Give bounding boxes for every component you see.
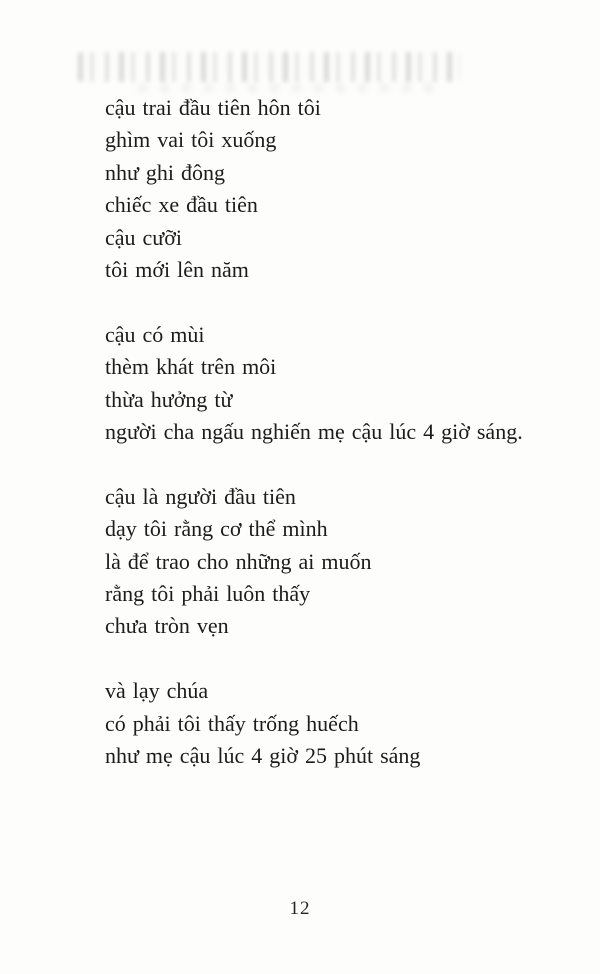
poem-line: là để trao cho những ai muốn bbox=[105, 548, 372, 574]
poem-line: chiếc xe đầu tiên bbox=[105, 192, 258, 218]
poem-line: người cha ngấu nghiến mẹ cậu lúc 4 giờ sáng. bbox=[105, 419, 523, 445]
stanza-4 bbox=[105, 675, 580, 772]
poem-line: có phải tôi thấy trống huếch bbox=[105, 710, 359, 736]
poem-line: như mẹ cậu lúc 4 giờ 25 phút sáng bbox=[105, 743, 421, 769]
poem-line: cậu là người đầu tiên bbox=[105, 483, 296, 509]
poem-line: như ghi đông bbox=[105, 159, 226, 185]
poem-line: cậu có mùi bbox=[105, 321, 205, 347]
poem-line: rằng tôi phải luôn thấy bbox=[105, 581, 311, 607]
page-footer bbox=[0, 898, 600, 920]
poem-line: tôi mới lên năm bbox=[105, 257, 249, 283]
poem-line: thèm khát trên môi bbox=[105, 354, 277, 380]
stanza-2 bbox=[105, 319, 580, 449]
poem-line: và lạy chúa bbox=[105, 678, 209, 704]
poem-line: ghìm vai tôi xuống bbox=[105, 127, 277, 153]
poem-line: cậu cưỡi bbox=[105, 224, 182, 250]
poem-line: dạy tôi rằng cơ thể mình bbox=[105, 516, 328, 542]
stanza-3 bbox=[105, 481, 580, 643]
reverse-page-bleed-through-artifact bbox=[78, 52, 460, 82]
poem-line: thừa hưởng từ bbox=[105, 386, 233, 412]
page-number: 12 bbox=[289, 898, 311, 919]
poem-line: cậu trai đầu tiên hôn tôi bbox=[105, 95, 321, 120]
poem-text bbox=[105, 92, 580, 805]
poem-line: chưa tròn vẹn bbox=[105, 613, 229, 639]
stanza-1 bbox=[105, 92, 580, 286]
